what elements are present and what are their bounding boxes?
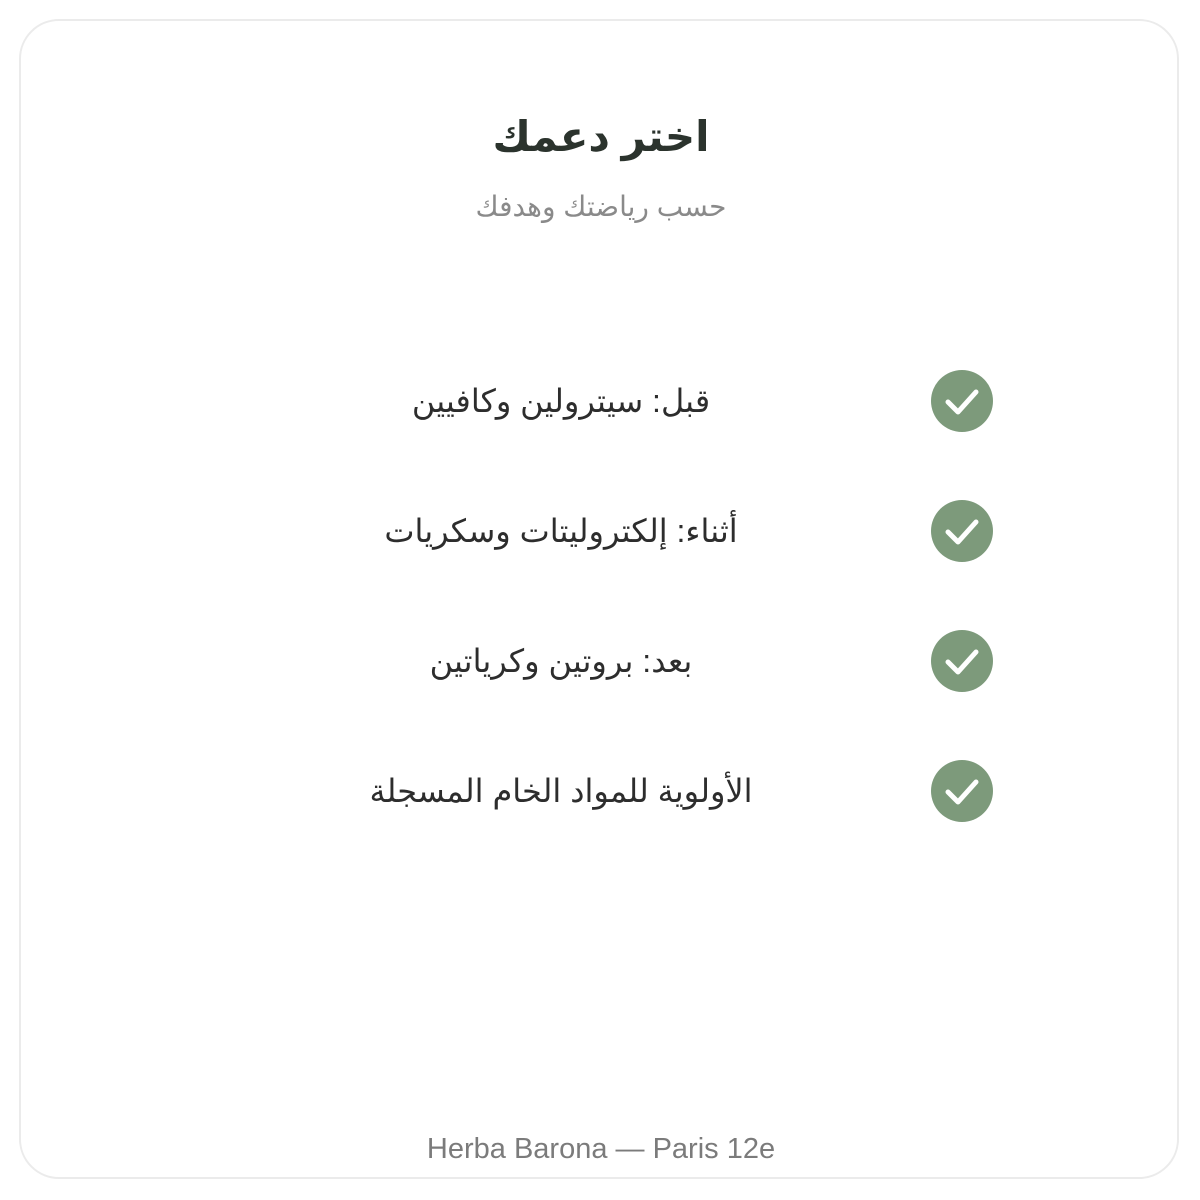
card [19,19,1179,1179]
check-icon [931,630,993,692]
page-subtitle: حسب رياضتك وهدفك [475,191,727,222]
list-item [21,630,1181,692]
check-icon [931,760,993,822]
list-item [21,760,1181,822]
page-title: اختر دعمك [492,113,710,160]
check-icon [931,370,993,432]
list-item-label: بعد: بروتين وكرياتين [429,643,693,679]
list-item [21,500,1181,562]
list-item-label: الأولوية للمواد الخام المسجلة [369,773,753,809]
list-item-label: قبل: سيترولين وكافيين [411,383,711,419]
check-icon [931,500,993,562]
footer-text: Herba Barona — Paris 12e [426,1133,776,1165]
list-item-label: أثناء: إلكتروليتات وسكريات [384,513,738,549]
list-item [21,370,1181,432]
